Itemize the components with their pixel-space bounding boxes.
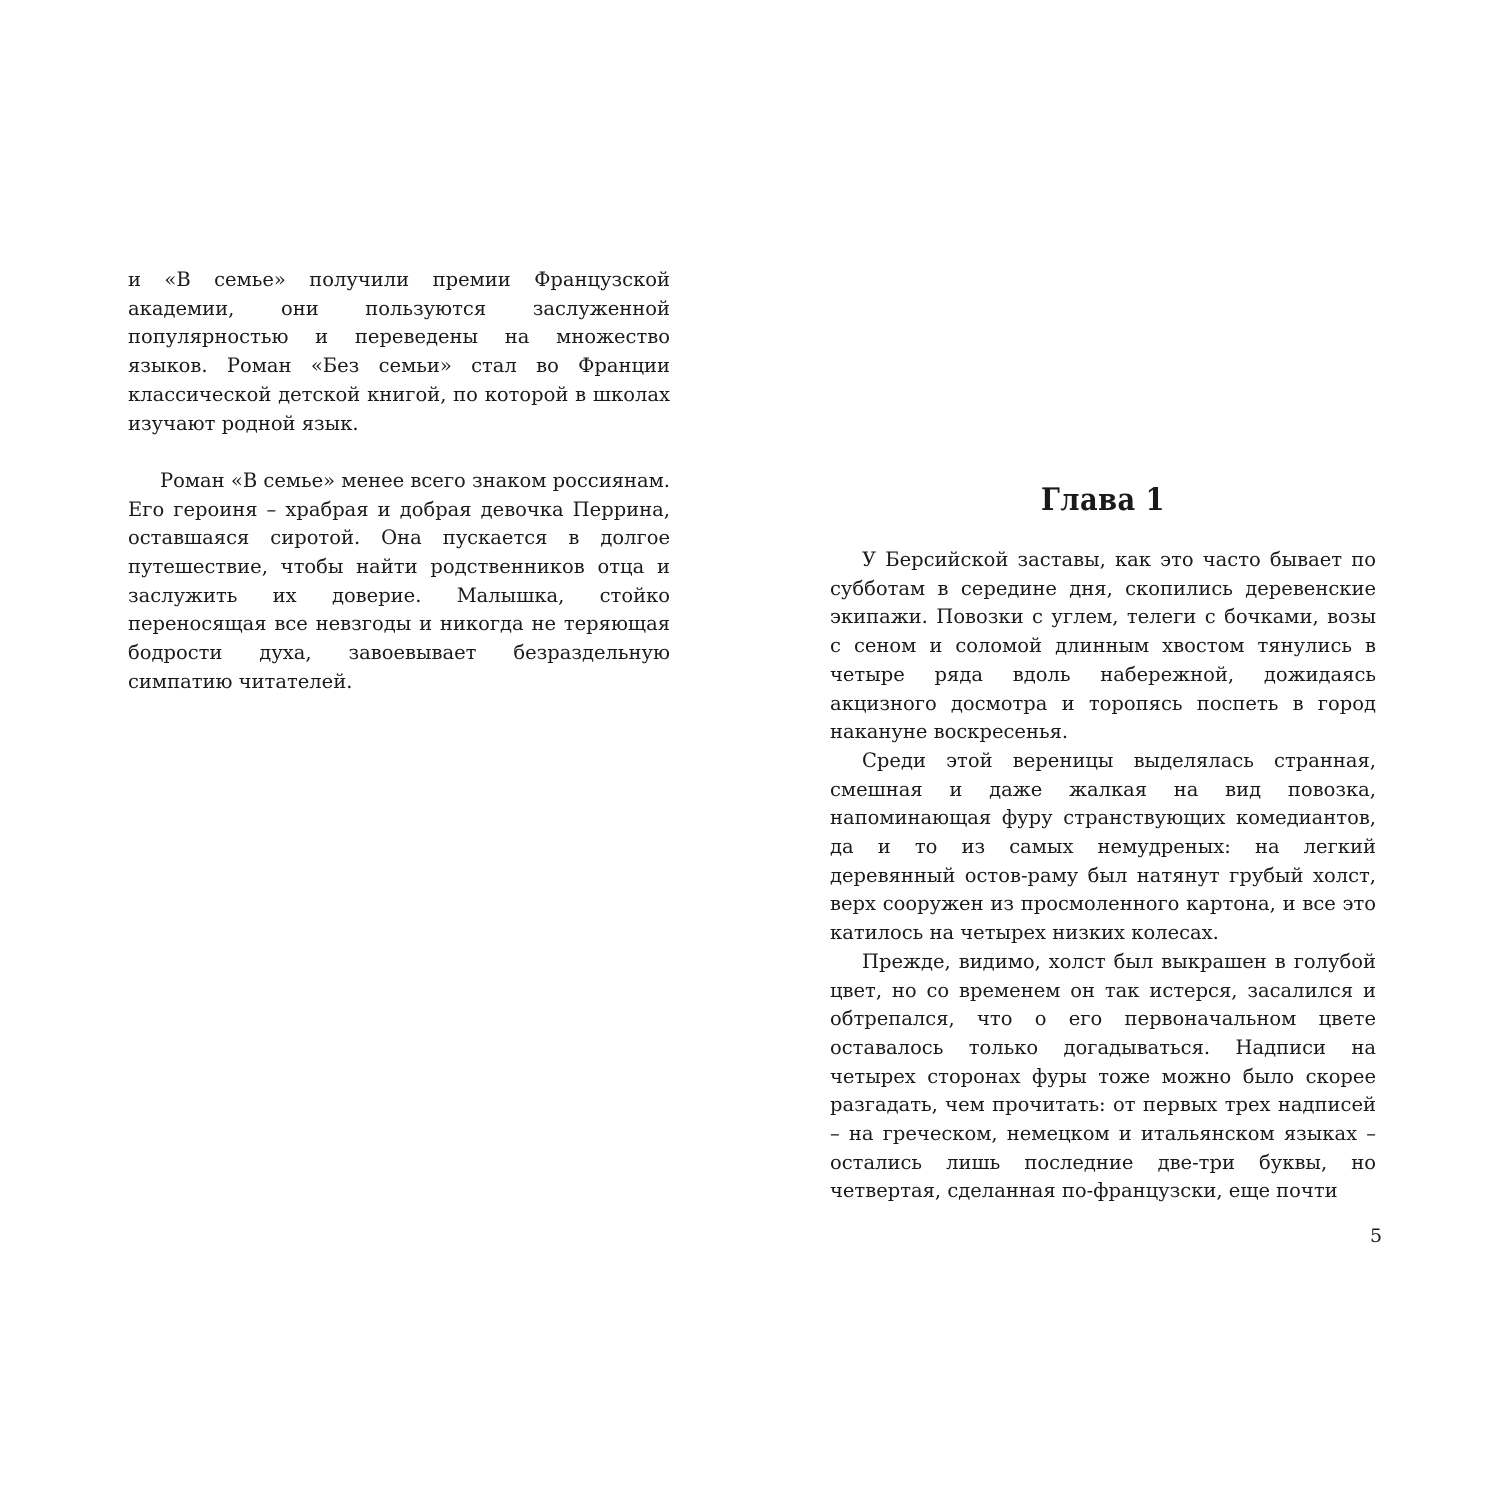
right-paragraph-1: У Берсийской заставы, как это часто бывает по субботам в середине дня, скопились деревенские экипажи. Повозки с углем, телеги с бочками, возы с сеном и соломой длинным хвостом тянулись в четыре ряда вдоль набережной, дожидаясь акцизного досмотра и торопясь поспеть в город накануне воскресенья. [830,548,1376,744]
left-paragraph-1: и «В семье» получили премии Французской академии, они пользуются заслуженной популярностью и переведены на множество языков. Роман «Без семьи» стал во Франции классической детской книгой, по которой в школах изучают родной язык. [128,268,670,435]
chapter-title: Глава 1 [1041,482,1165,518]
left-page [128,266,670,697]
right-paragraph-2: Среди этой вереницы выделялась странная, смешная и даже жалкая на вид повозка, напоминающая фуру странствующих комедиантов, да и то из самых немудреных: на легкий деревянный остов-раму был натянут грубый холст, верх сооружен из просмоленного картона, и все это катилось на четырех низких колесах. [830,748,1376,945]
right-paragraph-3: Прежде, видимо, холст был выкрашен в голубой цвет, но со временем он так истерся, засалился и обтрепался, что о его первоначальном цвете оставалось только догадываться. Надписи на четырех сторонах фуры тоже можно было скорее разгадать, чем прочитать: от первых трех надписей – на греческом, немецком и итальянском языках – остались лишь последние две-три буквы, но четвертая, сделанная по-французски, еще почти [830,949,1376,1203]
paragraph-gap [128,438,670,467]
page-number: 5 [1370,1225,1383,1247]
left-paragraph-2: Роман «В семье» менее всего знаком россиянам. Его героиня – храбрая и добрая девочка Перрина, оставшаяся сиротой. Она пускается в долгое путешествие, чтобы найти родственников отца и заслужить их доверие. Малышка, стойко переносящая все невзгоды и никогда не теряющая бодрости духа, завоевывает безраздельную симпатию читателей. [128,468,670,693]
right-page [830,476,1376,1206]
